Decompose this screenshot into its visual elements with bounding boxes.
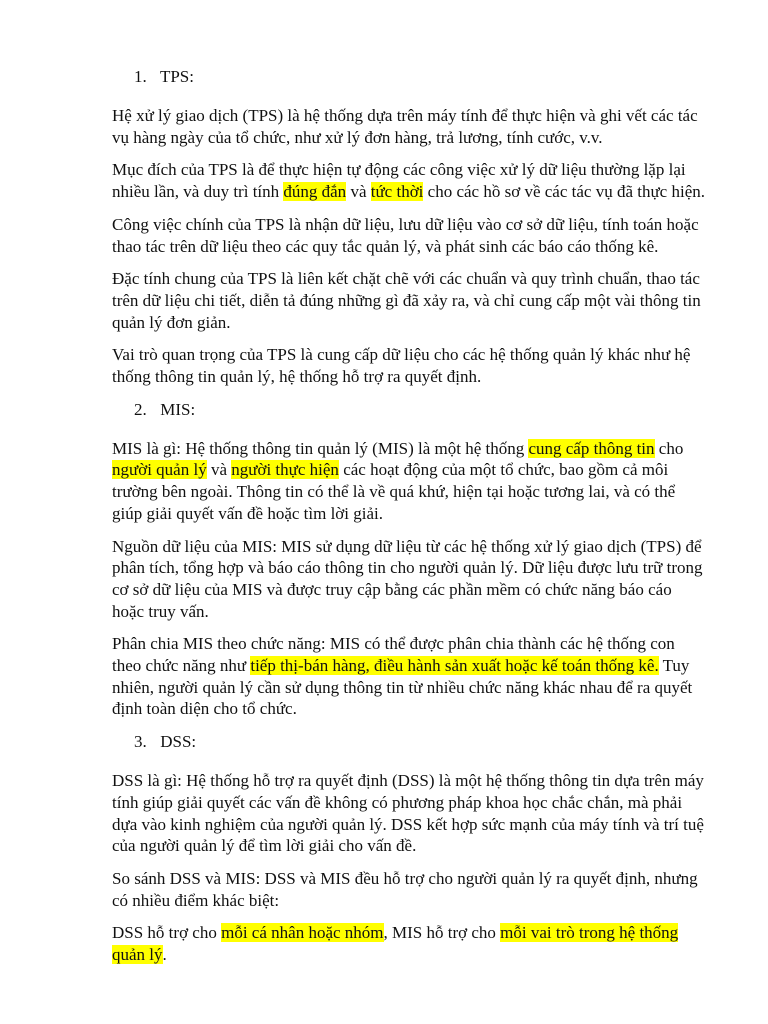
- section-number: 3.: [134, 732, 147, 752]
- text-run: Vai trò quan trọng của TPS là cung cấp dữ liệu cho các hệ thống quản lý khác như hệ thống thông tin quản lý, hệ thống hỗ trợ ra quyết định.: [112, 345, 691, 387]
- highlighted-text: cung cấp thông tin: [528, 438, 655, 458]
- section-number: 1.: [134, 67, 147, 86]
- text-run: Hệ xử lý giao dịch (TPS) là hệ thống dựa trên máy tính để thực hiện và ghi vết các tác vụ hàng ngày của tổ chức, như xử lý đơn hàng, trả lương, tính cước, v.v.: [112, 106, 698, 147]
- text-run: và: [346, 182, 371, 202]
- paragraph: [112, 105, 708, 148]
- paragraph: [112, 214, 708, 257]
- highlighted-text: mỗi cá nhân hoặc nhóm: [221, 923, 384, 943]
- text-run: .: [162, 945, 167, 965]
- text-run: MIS là gì: Hệ thống thông tin quản lý (MIS) là một hệ thống: [112, 438, 529, 458]
- highlighted-text: tiếp thị-bán hàng, điều hành sản xuất hoặc kế toán thống kê.: [250, 656, 659, 676]
- section-title: DSS:: [160, 732, 197, 752]
- section-heading: [134, 399, 708, 420]
- text-run: và: [206, 460, 232, 480]
- section-heading: [134, 66, 708, 87]
- text-run: Phân chia MIS theo chức năng: MIS có thể được phân chia thành các hệ thống con theo chức năng như: [112, 634, 675, 676]
- section-title: TPS:: [159, 67, 194, 86]
- text-run: Nguồn dữ liệu của MIS: MIS sử dụng dữ liệu từ các hệ thống xử lý giao dịch (TPS) để phân tích, tổng hợp và báo cáo thông tin cho người quản lý. Dữ liệu được lưu trữ trong cơ sở dữ liệu của MIS và được truy cập bằng các phần mềm có chức năng báo cáo hoặc truy vấn.: [112, 536, 703, 621]
- paragraph: [112, 268, 708, 333]
- text-run: cho: [654, 438, 684, 458]
- highlighted-text: người thực hiện: [231, 460, 339, 480]
- paragraph: [112, 770, 708, 857]
- text-run: So sánh DSS và MIS: DSS và MIS đều hỗ trợ cho người quản lý ra quyết định, nhưng có nhiều điểm khác biệt:: [112, 868, 698, 910]
- section-number: 2.: [134, 399, 147, 419]
- highlighted-text: mỗi vai trò trong hệ thống quản lý: [112, 923, 679, 965]
- paragraph: [112, 633, 708, 720]
- section-heading: [134, 731, 708, 752]
- text-run: , MIS hỗ trợ cho: [383, 923, 501, 943]
- text-run: DSS hỗ trợ cho: [112, 923, 222, 943]
- section-title: MIS:: [160, 399, 196, 419]
- text-run: DSS là gì: Hệ thống hỗ trợ ra quyết định (DSS) là một hệ thống thông tin dựa trên máy tính giúp giải quyết các vấn đề không có phương pháp khoa học chắc chắn, mà phải dựa vào kinh nghiệm của người quản lý. DSS kết hợp sức mạnh của máy tính và trí tuệ của người quản lý để tìm lời giải cho vấn đề.: [112, 771, 704, 856]
- text-run: Tuy nhiên, người quản lý cần sử dụng thông tin từ nhiều chức năng khác nhau để ra quyết định toàn diện cho tổ chức.: [112, 656, 693, 719]
- text-run: cho các hồ sơ về các tác vụ đã thực hiện.: [423, 182, 705, 202]
- paragraph: [112, 344, 708, 387]
- paragraph: [112, 868, 708, 911]
- highlighted-text: người quản lý: [112, 460, 207, 480]
- text-run: các hoạt động của một tổ chức, bao gồm cả môi trường bên ngoài. Thông tin có thể là về quá khứ, hiện tại hoặc tương lai, và có thể giúp giải quyết vấn đề hoặc tìm lời giải.: [112, 460, 676, 523]
- highlighted-text: tức thời: [370, 182, 424, 202]
- paragraph: [112, 438, 708, 525]
- highlighted-text: đúng đắn: [283, 182, 347, 202]
- text-run: Mục đích của TPS là để thực hiện tự động các công việc xử lý dữ liệu thường lặp lại nhiều lần, và duy trì tính: [112, 160, 686, 202]
- paragraph: [112, 922, 708, 965]
- text-run: Đặc tính chung của TPS là liên kết chặt chẽ với các chuẩn và quy trình chuẩn, thao tác trên dữ liệu chi tiết, diễn tả đúng những gì đã xảy ra, và chỉ cung cấp một vài thông tin quản lý đơn giản.: [112, 269, 701, 332]
- text-run: Công việc chính của TPS là nhận dữ liệu, lưu dữ liệu vào cơ sở dữ liệu, tính toán hoặc thao tác trên dữ liệu theo các quy tắc quản lý, và phát sinh các báo cáo thống kê.: [112, 214, 699, 256]
- paragraph: [112, 159, 708, 202]
- paragraph: [112, 536, 708, 623]
